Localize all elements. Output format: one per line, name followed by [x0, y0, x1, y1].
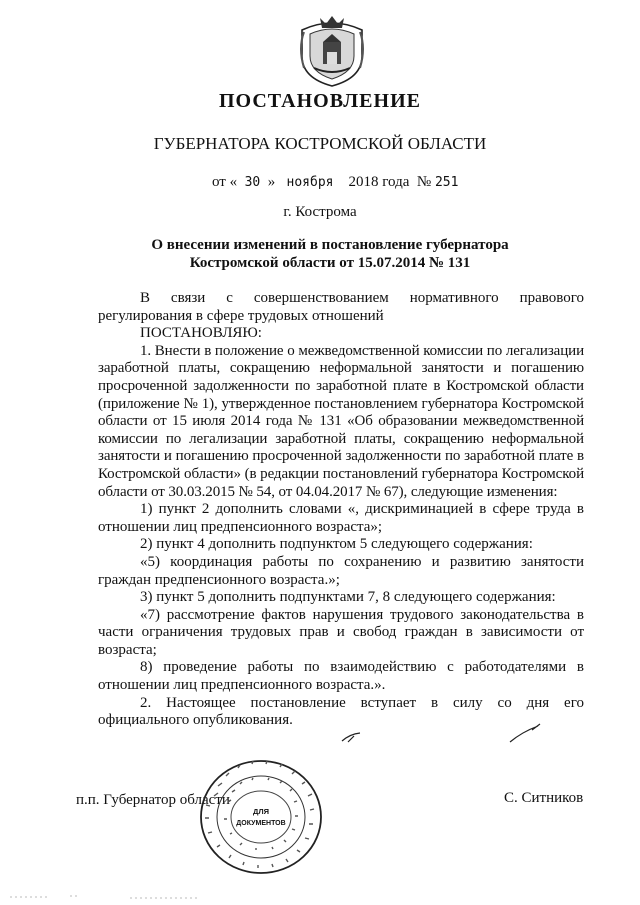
paragraph: 3) пункт 5 дополнить подпунктами 7, 8 следующего содержания: [140, 589, 556, 606]
city-line: г. Кострома [283, 204, 357, 220]
heading-line: О внесении изменений в постановление губернатора [151, 237, 509, 253]
official-seal-stamp [196, 756, 326, 878]
paragraph-decree: ПОСТАНОВЛЯЮ: [140, 325, 262, 342]
signatory-name: С. Ситников [504, 790, 584, 806]
handwritten-mark-icon [340, 730, 364, 744]
scan-artifact [10, 892, 210, 900]
signatory-title: п.п. Губернатор области [76, 792, 230, 808]
coat-of-arms-emblem [296, 12, 368, 88]
paragraph: «7) рассмотрение фактов нарушения трудового законодательства в части ограничения трудовых прав и свобод граждан в зависимости от возраста; [98, 606, 584, 658]
paragraph: 8) проведение работы по взаимодействию с работодателями в отношении лиц предпенсионного возраста.». [98, 659, 584, 694]
paragraph: 2. Настоящее постановление вступает в силу со дня его официального опубликования. [98, 694, 584, 729]
paragraph: В связи с совершенствованием нормативного правового регулирования в сфере трудовых отношений [98, 290, 584, 324]
seal-text: ДОКУМЕНТОВ [236, 820, 286, 827]
date-line [212, 174, 458, 191]
date-mid: » [267, 174, 276, 190]
date-prefix: от « [212, 174, 238, 190]
document-number: 251 [434, 175, 459, 190]
paragraph: 2) пункт 4 дополнить подпунктом 5 следующего содержания: [140, 536, 533, 553]
date-day: 30 [244, 175, 261, 190]
issuer-line: ГУБЕРНАТОРА КОСТРОМСКОЙ ОБЛАСТИ [153, 134, 487, 153]
paragraph: 1) пункт 2 дополнить словами «, дискриминацией в сфере труда в отношении лиц предпенсионного возраста»; [98, 501, 584, 535]
paragraph: «5) координация работы по сохранению и развитию занятости граждан предпенсионного возраста.»; [98, 553, 584, 588]
number-sign: № [416, 174, 432, 190]
document-title: ПОСТАНОВЛЕНИЕ [219, 90, 421, 112]
document-body [98, 290, 584, 730]
seal-text: ДЛЯ [253, 807, 269, 816]
date-month: ноября [286, 175, 334, 190]
heading-line: Костромской области от 15.07.2014 № 131 [189, 255, 471, 271]
document-heading [120, 236, 540, 272]
paragraph: 1. Внести в положение о межведомственной комиссии по легализации заработной платы, сокращению неформальной занятости и погашению просроченной задолженности по заработной плате в Костромской области (приложение № 1), утвержденное постановлением губернатора Костромской области от 15 июля 2014 года № 131 «Об образовании межведомственной комиссии по легализации заработной платы, сокращению неформальной занятости и погашению просроченной задолженности по заработной плате в Костромской области» (в редакции постановлений губернатора Костромской области от 30.03.2015 № 54, от 04.04.2017 № 67), следующие изменения: [98, 342, 584, 500]
handwritten-mark-icon [508, 722, 542, 746]
date-year: 2018 года [348, 174, 410, 190]
